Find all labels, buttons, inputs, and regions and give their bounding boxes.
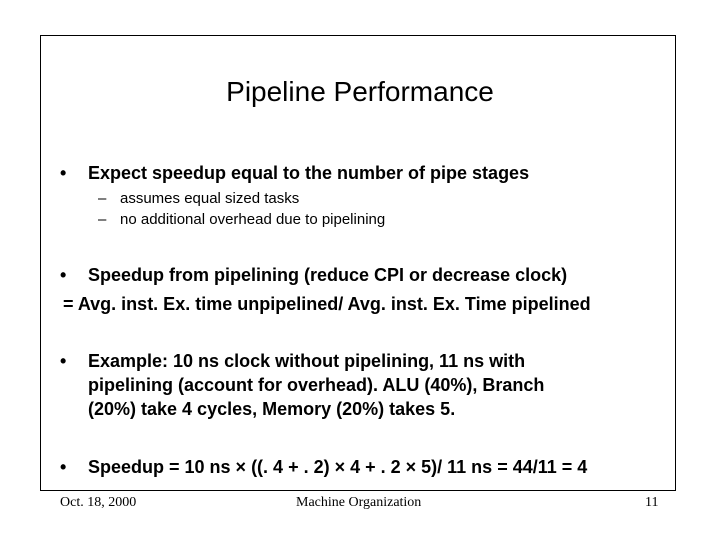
bullet-marker: • [60, 163, 67, 183]
footer-page-number: 11 [645, 495, 659, 510]
speedup-formula: = Avg. inst. Ex. time unpipelined/ Avg. inst. Ex. Time pipelined [63, 294, 591, 314]
speedup-calculation: Speedup = 10 ns × ((. 4 + . 2) × 4 + . 2 × 5)/ 11 ns = 44/11 = 4 [88, 457, 588, 477]
sub-equal-tasks: assumes equal sized tasks [120, 190, 300, 207]
sub-no-overhead: no additional overhead due to pipelining [120, 211, 386, 228]
bullet-expect-speedup: Expect speedup equal to the number of pipe stages [88, 163, 530, 183]
footer-date: Oct. 18, 2000 [60, 495, 137, 510]
bullet-speedup-definition: Speedup from pipelining (reduce CPI or decrease clock) [88, 265, 568, 285]
example-line-1: Example: 10 ns clock without pipelining, 11 ns with [88, 351, 526, 371]
example-line-2: pipelining (account for overhead). ALU (40%), Branch [88, 375, 545, 395]
bullet-marker: • [60, 265, 67, 285]
slide-title: Pipeline Performance [226, 76, 494, 107]
sub-dash: – [98, 211, 107, 228]
example-line-3: (20%) take 4 cycles, Memory (20%) takes 5. [88, 399, 456, 419]
bullet-marker: • [60, 457, 67, 477]
bullet-marker: • [60, 351, 67, 371]
sub-dash: – [98, 190, 107, 207]
footer-course: Machine Organization [296, 495, 422, 510]
